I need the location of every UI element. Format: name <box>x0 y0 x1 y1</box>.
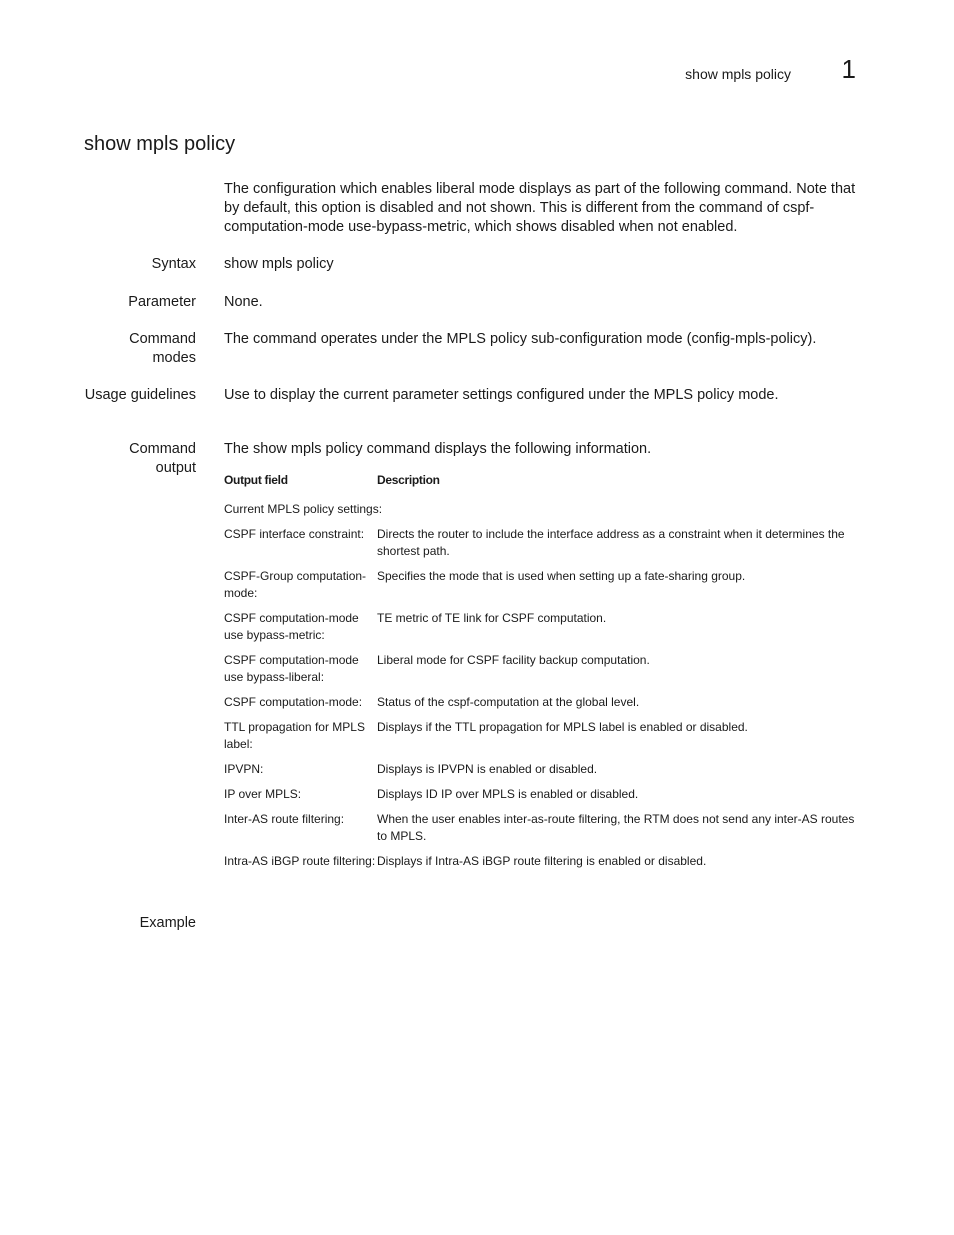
table-row <box>224 568 864 602</box>
chapter-number: 1 <box>841 54 856 84</box>
usage-label: Usage guidelines <box>84 387 196 403</box>
field-name: Inter-AS route filtering: <box>224 812 345 826</box>
syntax-value: show mpls policy <box>224 256 334 272</box>
command-output-value: The show mpls policy command displays the following information. <box>224 441 652 457</box>
field-description: When the user enables inter-as-route filtering, the RTM does not send any inter-AS routes to MPLS. <box>377 812 855 843</box>
command-modes-label <box>56 330 196 368</box>
table-group-label: Current MPLS policy settings: <box>224 502 383 516</box>
table-row <box>224 652 864 686</box>
field-name: TTL propagation for MPLS label: <box>224 720 365 751</box>
field-description: Status of the cspf-computation at the global level. <box>377 695 640 709</box>
field-description: Displays if Intra-AS iBGP route filtering is enabled or disabled. <box>377 854 707 868</box>
field-name: CSPF computation-mode use bypass-metric: <box>224 611 359 642</box>
command-modes-value: The command operates under the MPLS policy sub-configuration mode (config-mpls-policy). <box>224 331 817 347</box>
parameter-label: Parameter <box>128 294 196 310</box>
field-description: Displays ID IP over MPLS is enabled or disabled. <box>377 787 639 801</box>
output-fields-table <box>224 472 864 878</box>
field-name: Intra-AS iBGP route filtering: <box>224 854 376 868</box>
table-row <box>224 610 864 644</box>
field-description: Displays if the TTL propagation for MPLS label is enabled or disabled. <box>377 720 748 734</box>
field-description: Displays is IPVPN is enabled or disabled. <box>377 762 598 776</box>
command-modes-label-line1: Command <box>129 331 196 347</box>
field-description: Directs the router to include the interface address as a constraint when it determines the shortest path. <box>377 527 845 558</box>
field-name: IPVPN: <box>224 762 264 776</box>
field-description: Specifies the mode that is used when setting up a fate-sharing group. <box>377 569 746 583</box>
table-row <box>224 761 864 778</box>
page-title: show mpls policy <box>84 133 236 155</box>
table-row <box>224 694 864 711</box>
field-name: CSPF-Group computation-mode: <box>224 569 367 600</box>
table-row <box>224 719 864 753</box>
command-output-label-line2: output <box>155 460 196 476</box>
column-header-output-field: Output field <box>224 473 288 487</box>
field-name: CSPF computation-mode use bypass-liberal: <box>224 653 359 684</box>
syntax-label: Syntax <box>151 256 196 272</box>
field-description: Liberal mode for CSPF facility backup computation. <box>377 653 650 667</box>
table-row <box>224 786 864 803</box>
intro-paragraph: The configuration which enables liberal mode displays as part of the following command. Note that by default, this option is disabled and not shown. This is different from the command of cspf-computation-mode use-bypass-metric, which shows disabled when not enabled. <box>224 181 856 235</box>
field-description: TE metric of TE link for CSPF computation. <box>377 611 607 625</box>
field-name: CSPF interface constraint: <box>224 527 365 541</box>
command-output-label-line1: Command <box>129 441 196 457</box>
example-label: Example <box>139 915 196 931</box>
usage-value: Use to display the current parameter settings configured under the MPLS policy mode. <box>224 387 779 403</box>
field-name: IP over MPLS: <box>224 787 302 801</box>
table-header <box>224 472 864 489</box>
field-name: CSPF computation-mode: <box>224 695 363 709</box>
parameter-value: None. <box>224 294 263 310</box>
column-header-description: Description <box>377 473 440 487</box>
table-row <box>224 811 864 845</box>
command-output-label <box>56 440 196 478</box>
command-modes-label-line2: modes <box>152 350 196 366</box>
table-row <box>224 853 864 870</box>
running-header: show mpls policy <box>685 66 791 82</box>
table-row <box>224 526 864 560</box>
